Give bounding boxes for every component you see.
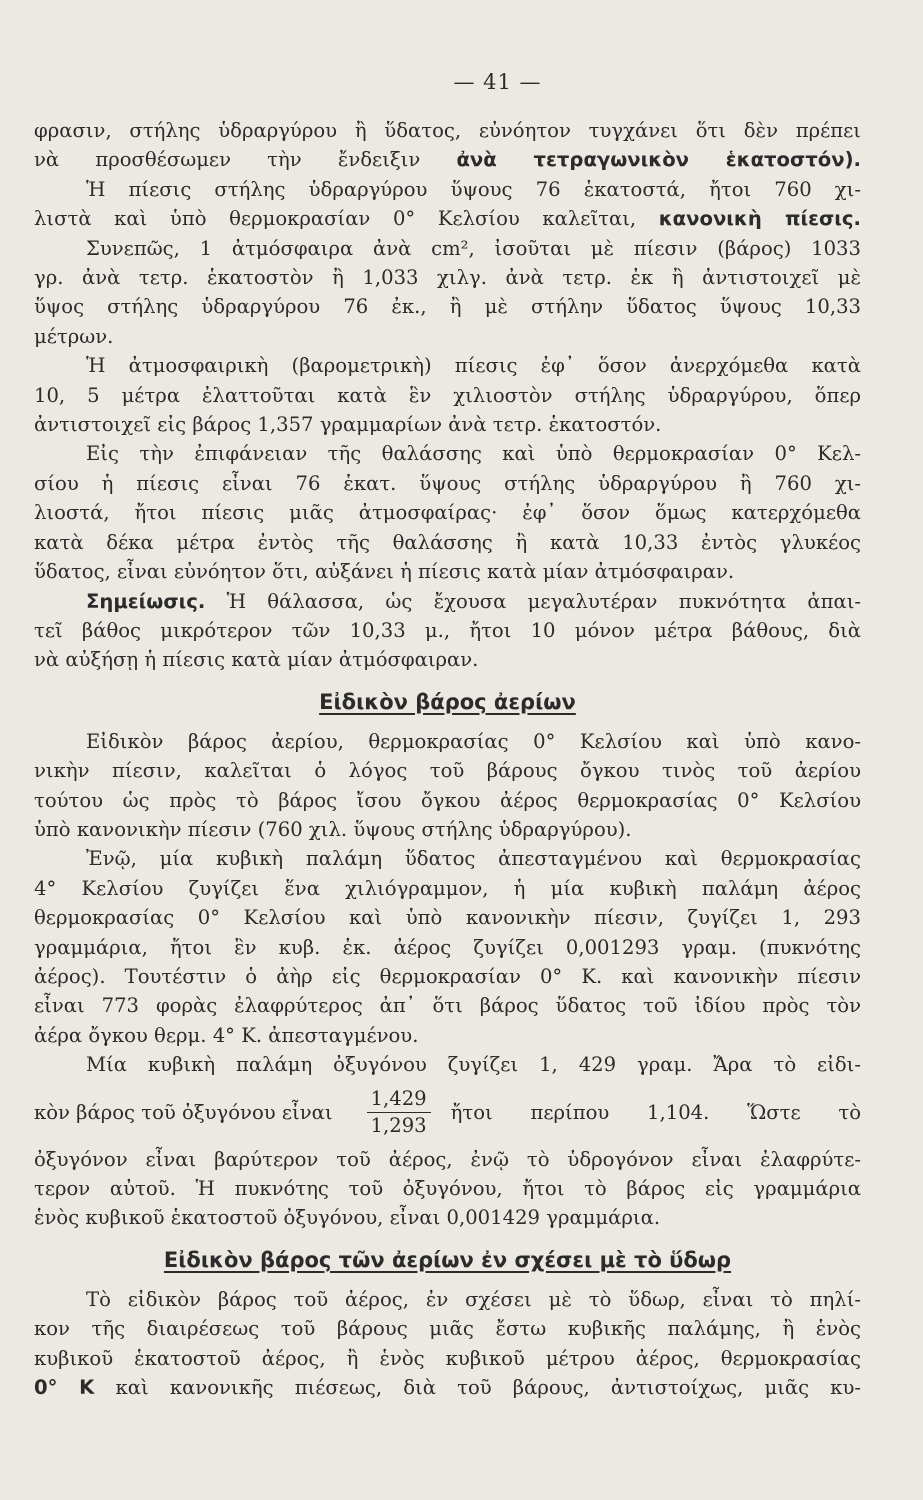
text-line: 0° Κ καὶ κανονικῆς πιέσεως, διὰ τοῦ βάρους, ἀντιστοίχως, μιᾶς κυ- xyxy=(34,1376,862,1400)
paragraph-sea-pressure xyxy=(34,439,861,586)
bold-term: κανονικὴ πίεσις. xyxy=(658,207,861,231)
text-line: ἀέρα ὄγκου θερμ. 4° Κ. ἀπεσταγμένου. xyxy=(34,1023,419,1047)
text-line: κατὰ δέκα μέτρα ἐντὸς τῆς θαλάσσης ἢ κατὰ 10,33 ἐντὸς γλυκέος xyxy=(34,530,861,554)
text-line: τούτου ὡς πρὸς τὸ βάρος ἴσου ὄγκου ἀέρος θερμοκρασίας 0° Κελσίου xyxy=(34,788,861,812)
text-line: θερμοκρασίας 0° Κελσίου καὶ ὑπὸ κανονικὴν πίεσιν, ζυγίζει 1, 293 xyxy=(34,906,861,930)
text-line: Τὸ εἰδικὸν βάρος τοῦ ἀέρος, ἐν σχέσει μὲ τὸ ὕδωρ, εἶναι τὸ πηλί- xyxy=(86,1287,861,1311)
paragraph-pressure-units xyxy=(34,116,861,351)
text-line: τερον αὐτοῦ. Ἡ πυκνότης τοῦ ὀξυγόνου, ἤτοι τὸ βάρος εἰς γραμμάρια xyxy=(34,1177,861,1200)
text-line: Σημείωσις. Ἡ θάλασσα, ὡς ἔχουσα μεγαλυτέραν πυκνότητα ἀπαι- xyxy=(86,589,861,613)
text-line: εἶναι 773 φορὰς ἐλαφρύτερος ἀπ᾽ ὅτι βάρος ὕδατος τοῦ ἰδίου πρὸς τὸν xyxy=(34,994,861,1018)
text-line: τεῖ βάθος μικρότερον τῶν 10,33 μ., ἤτοι 10 μόνον μέτρα βάθους, διὰ xyxy=(34,618,861,642)
paragraph-specific-gravity-definition xyxy=(34,727,861,845)
text-line: Ἡ ἀτμοσφαιρικὴ (βαρομετρικὴ) πίεσις ἐφ᾽ ὅσον ἀνερχόμεθα κατὰ xyxy=(86,354,861,378)
text-line: νικὴν πίεσιν, καλεῖται ὁ λόγος τοῦ βάρους ὄγκου τινὸς τοῦ ἀερίου xyxy=(34,759,861,783)
text-line: 4° Κελσίου ζυγίζει ἕνα χιλιόγραμμον, ἡ μία κυβικὴ παλάμη ἀέρος xyxy=(34,876,861,900)
text-line: γρ. ἀνὰ τετρ. ἑκατοστὸν ἢ 1,033 χιλγ. ἀνὰ τετρ. ἐκ ἢ ἀντιστοιχεῖ μὲ xyxy=(34,266,861,290)
fraction-numerator: 1,429 xyxy=(367,1086,431,1113)
page-number: — 41 — xyxy=(453,70,542,94)
text-line: λιστὰ καὶ ὑπὸ θερμοκρασίαν 0° Κελσίου καλεῖται, κανονικὴ πίεσις. xyxy=(34,207,861,231)
text-line: Ἡ πίεσις στήλης ὑδραργύρου ὕψους 76 ἑκατοστά, ἤτοι 760 χι- xyxy=(86,177,861,201)
text-line: 10, 5 μέτρα ἐλαττοῦται κατὰ ἓν χιλιοστὸν στήλης ὑδραργύρου, ὅπερ xyxy=(34,383,861,407)
paragraph-note xyxy=(34,587,861,675)
text-line: μέτρων. xyxy=(34,324,114,348)
text-line: νὰ αὐξήσῃ ἡ πίεσις κατὰ μίαν ἀτμόσφαιραν. xyxy=(34,648,479,672)
text-line: Μία κυβικὴ παλάμη ὀξυγόνου ζυγίζει 1, 429 γραμ. Ἄρα τὸ εἰδι- xyxy=(86,1053,861,1077)
text-line: νὰ προσθέσωμεν τὴν ἔνδειξιν ἀνὰ τετραγωνικὸν ἑκατοστόν). xyxy=(34,148,861,172)
text-line: φρασιν, στήλης ὑδραργύρου ἢ ὕδατος, εὐνόητον τυγχάνει ὅτι δὲν πρέπει xyxy=(34,119,861,142)
section-heading: Εἰδικὸν βάρος τῶν ἀερίων ἐν σχέσει μὲ τὸ ὕδωρ xyxy=(163,1247,732,1272)
text-line: Συνεπῶς, 1 ἀτμόσφαιρα ἀνὰ cm², ἰσοῦται μὲ πίεσιν (βάρος) 1033 xyxy=(86,236,861,260)
text-line: ἀντιστοιχεῖ εἰς βάρος 1,357 γραμμαρίων ἀνὰ τετρ. ἑκατοστόν. xyxy=(34,413,662,437)
text-line: ὕψος στήλης ὑδραργύρου 76 ἐκ., ἢ μὲ στήλην ὕδατος ὕψους 10,33 xyxy=(34,295,861,319)
text-line: Εἰδικὸν βάρος ἀερίου, θερμοκρασίας 0° Κελσίου καὶ ὑπὸ κανο- xyxy=(86,729,861,753)
text-line: Εἰς τὴν ἐπιφάνειαν τῆς θαλάσσης καὶ ὑπὸ θερμοκρασίαν 0° Κελ- xyxy=(86,442,861,466)
text-line: ὕδατος, εἶναι εὐνόητον ὅτι, αὐξάνει ἡ πίεσις κατὰ μίαν ἀτμόσφαιραν. xyxy=(34,560,735,584)
fraction-line xyxy=(34,1086,861,1139)
fraction-denominator: 1,293 xyxy=(370,1113,427,1137)
text-line: Ἐνῷ, μία κυβικὴ παλάμη ὕδατος ἀπεσταγμένου καὶ θερμοκρασίας xyxy=(86,847,861,871)
bold-phrase: ἀνὰ τετραγωνικὸν ἑκατοστόν). xyxy=(456,148,861,172)
text-line: ὑπὸ κανονικὴν πίεσιν (760 χιλ. ὕψους στήλης ὑδραργύρου). xyxy=(34,817,632,841)
paragraph-atmospheric-pressure xyxy=(34,351,861,439)
paragraph-air-weight xyxy=(34,844,861,1050)
bold-term: 0° Κ xyxy=(34,1376,95,1400)
text-line: λιοστά, ἤτοι πίεσις μιᾶς ἀτμοσφαίρας· ἐφ᾽ ὅσον ὅμως κατερχόμεθα xyxy=(34,501,861,525)
fraction-prefix: κὸν βάρος τοῦ ὀξυγόνου εἶναι xyxy=(34,1100,333,1124)
paragraph-oxygen xyxy=(34,1050,861,1233)
text-line: κον τῆς διαιρέσεως τοῦ βάρους μιᾶς ἔστω κυβικῆς παλάμης, ἢ ἑνὸς xyxy=(34,1317,861,1341)
fraction xyxy=(367,1086,431,1139)
text-line: ὀξυγόνον εἶναι βαρύτερον τοῦ ἀέρος, ἐνῷ τὸ ὑδρογόνον εἶναι ἐλαφρύτε- xyxy=(34,1147,861,1171)
section-heading: Εἰδικὸν βάρος ἀερίων xyxy=(319,689,576,714)
note-label: Σημείωσις. xyxy=(86,589,206,613)
text-line: κυβικοῦ ἑκατοστοῦ ἀέρος, ἢ ἑνὸς κυβικοῦ μέτρου ἀέρος, θερμοκρασίας xyxy=(34,1346,861,1370)
fraction-suffix: ἤτοι περίπου 1,104. Ὥστε τὸ xyxy=(450,1100,861,1124)
text-line: γραμμάρια, ἤτοι ἓν κυβ. ἐκ. ἀέρος ζυγίζει 0,001293 γραμ. (πυκνότης xyxy=(34,935,861,959)
text-line: ἀέρος). Τουτέστιν ὁ ἀὴρ εἰς θερμοκρασίαν 0° Κ. καὶ κανονικὴν πίεσιν xyxy=(34,964,861,988)
paragraph-gas-vs-water xyxy=(34,1285,861,1403)
text-line: ἑνὸς κυβικοῦ ἑκατοστοῦ ὀξυγόνου, εἶναι 0,001429 γραμμάρια. xyxy=(34,1206,661,1230)
text-line: σίου ἡ πίεσις εἶναι 76 ἑκατ. ὕψους στήλης ὑδραργύρου ἢ 760 χι- xyxy=(34,471,861,495)
